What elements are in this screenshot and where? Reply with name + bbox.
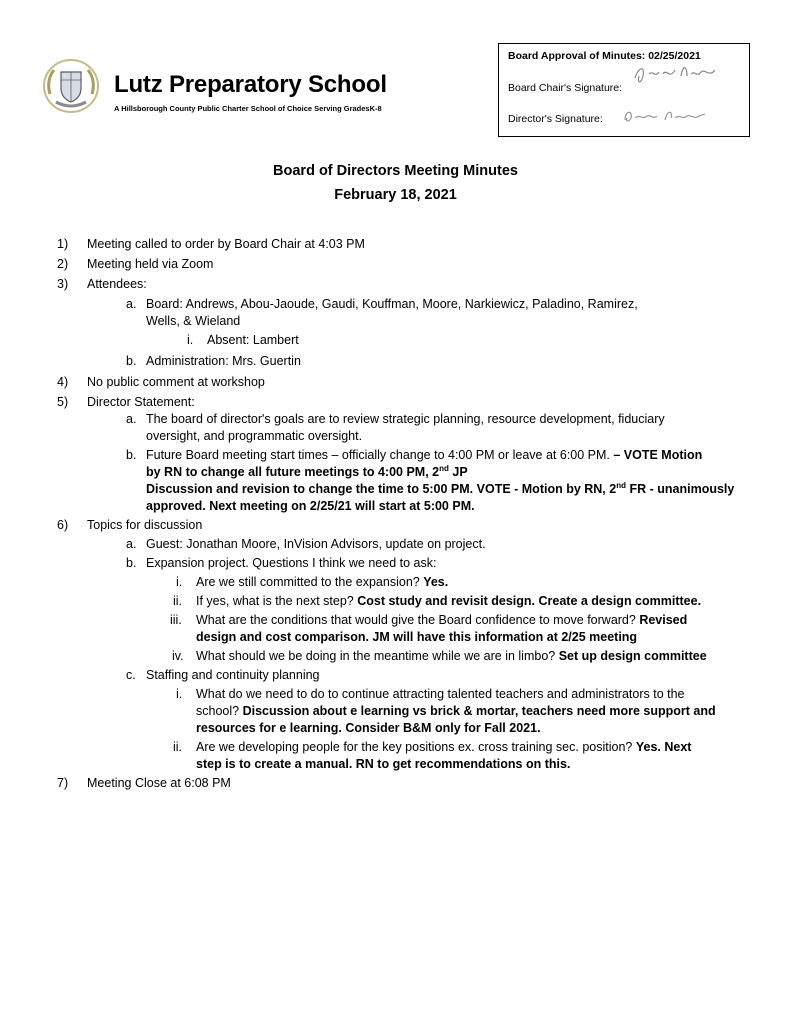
item-text: step is to create a manual. RN to get recommendations on this. [196,757,571,771]
item-text: If yes, what is the next step? Cost study and revisit design. Create a design committee. [196,594,702,608]
item-text: Board: Andrews, Abou-Jaoude, Gaudi, Kouffman, Moore, Narkiewicz, Paladino, Ramirez, [146,297,638,311]
item-text: Staffing and continuity planning [146,668,320,682]
item-number: 5) [57,395,69,409]
item-text: What are the conditions that would give the Board confidence to move forward? Revised [196,613,688,627]
item-roman: iv. [172,649,184,663]
director-signature-label: Director's Signature: [508,113,603,125]
item-number: 3) [57,277,69,291]
item-number: 4) [57,375,69,389]
item-text: What should we be doing in the meantime while we are in limbo? Set up design committee [196,649,707,663]
item-roman: i. [176,687,183,701]
item-text: Are we still committed to the expansion? Yes. [196,575,449,589]
director-signature [621,106,709,126]
item-text: Absent: Lambert [207,333,299,347]
item-text: Wells, & Wieland [146,314,241,328]
chair-signature-label: Board Chair's Signature: [508,82,623,94]
document-title: Board of Directors Meeting Minutes [273,163,518,179]
item-text: school? Discussion about e learning vs brick & mortar, teachers need more support and [196,704,716,718]
school-name: Lutz Preparatory School [114,71,387,98]
item-text: Director Statement: [87,395,195,409]
item-text: Guest: Jonathan Moore, InVision Advisors, update on project. [146,537,486,551]
item-text: by RN to change all future meetings to 4:00 PM, 2nd JP [146,463,468,479]
item-text: Are we developing people for the key positions ex. cross training sec. position? Yes. Next [196,740,692,754]
item-number: 6) [57,518,69,532]
item-roman: iii. [170,613,182,627]
approval-box [498,43,750,137]
school-logo [42,58,100,114]
item-roman: i. [176,575,183,589]
item-text: approved. Next meeting on 2/25/21 will start at 5:00 PM. [146,499,475,513]
item-text: design and cost comparison. JM will have this information at 2/25 meeting [196,630,638,644]
item-letter: a. [126,537,137,551]
item-text: Topics for discussion [87,518,203,532]
item-text: resources for e learning. Consider B&M only for Fall 2021. [196,721,541,735]
item-letter: a. [126,297,137,311]
item-letter: b. [126,448,137,462]
item-number: 7) [57,776,69,790]
item-text: Attendees: [87,277,147,291]
item-text: Discussion and revision to change the time to 5:00 PM. VOTE - Motion by RN, 2nd FR - unanimously [146,480,735,496]
item-roman: ii. [173,594,183,608]
item-text: Meeting Close at 6:08 PM [87,776,231,790]
approval-date: Board Approval of Minutes: 02/25/2021 [508,50,701,62]
item-number: 2) [57,257,69,271]
item-text: What do we need to do to continue attracting talented teachers and administrators to the [196,687,685,701]
item-text: The board of director's goals are to review strategic planning, resource development, fiduciary [146,412,665,426]
item-text: Expansion project. Questions I think we need to ask: [146,556,437,570]
item-text: Meeting held via Zoom [87,257,214,271]
item-letter: c. [126,668,136,682]
item-text: Future Board meeting start times – officially change to 4:00 PM or leave at 6:00 PM. – VOTE Motion [146,448,703,462]
item-text: oversight, and programmatic oversight. [146,429,363,443]
item-roman: ii. [173,740,183,754]
school-tagline: A Hillsborough County Public Charter School of Choice Serving GradesK-8 [114,104,382,113]
item-text: No public comment at workshop [87,375,265,389]
item-number: 1) [57,237,69,251]
chair-signature [631,62,721,86]
item-text: Meeting called to order by Board Chair at 4:03 PM [87,237,365,251]
item-letter: b. [126,556,137,570]
item-roman: i. [187,333,194,347]
item-text: Administration: Mrs. Guertin [146,354,301,368]
item-letter: a. [126,412,137,426]
meeting-date: February 18, 2021 [334,187,457,203]
item-letter: b. [126,354,137,368]
